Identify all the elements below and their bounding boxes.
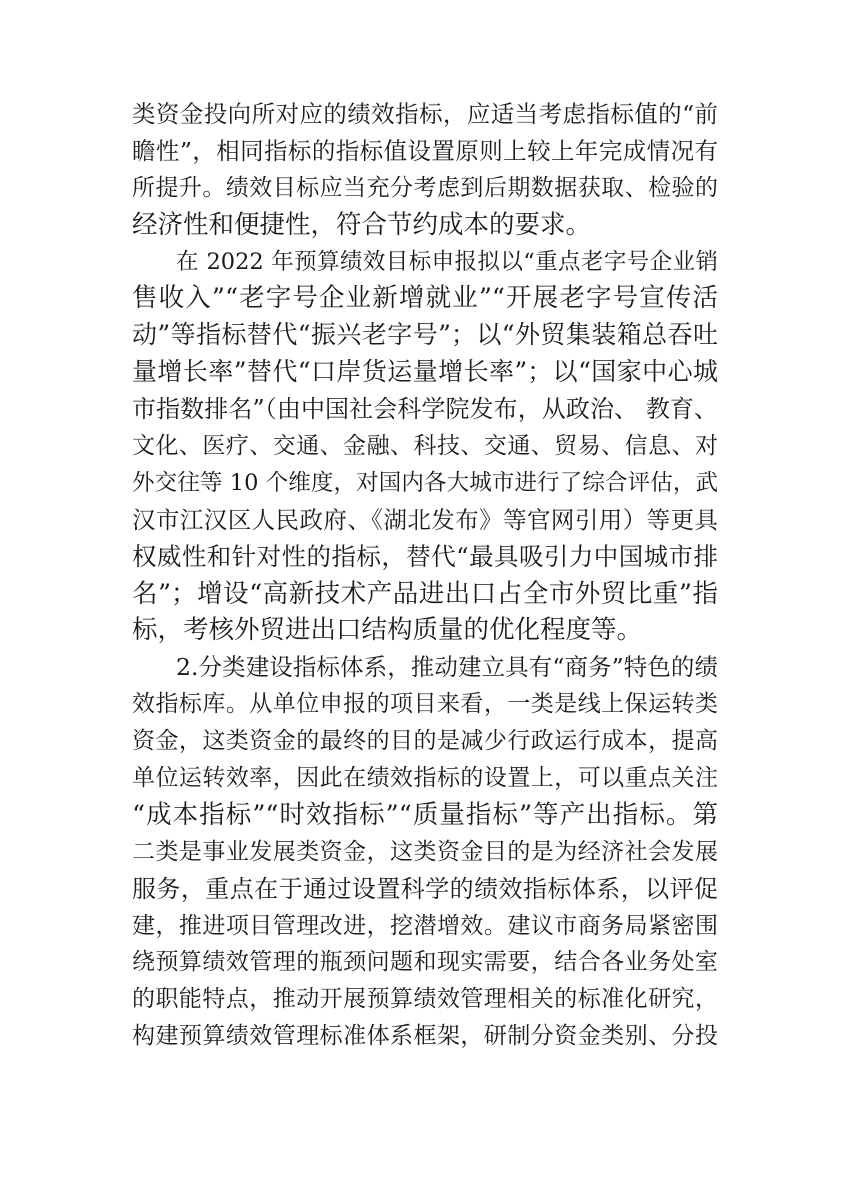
text-line: 瞻性”，相同指标的指标值设置原则上较上年完成情况有 <box>132 136 718 165</box>
text-line: 类资金投向所对应的绩效指标，应适当考虑指标值的“前 <box>132 100 718 128</box>
text-line: 单位运转效率，因此在绩效指标的设置上，可以重点关注 <box>132 765 718 792</box>
text-line: 市指数排名”（由中国社会科学院发布，从政治、 教育、 <box>132 395 718 424</box>
text-line: 的职能特点，推动开展预算绩效管理相关的标准化研究， <box>132 986 718 1013</box>
text-line: 标，考核外贸进出口结构质量的优化程度等。 <box>132 615 643 646</box>
text-line: 外交往等 10 个维度，对国内各大城市进行了综合评估，武 <box>132 469 718 496</box>
text-line: 效指标库。从单位申报的项目来看，一类是线上保运转类 <box>132 691 718 718</box>
text-line: 所提升。绩效目标应当充分考虑到后期数据获取、检验的 <box>132 174 718 201</box>
text-line: 量增长率”替代“口岸货运量增长率”；以“国家中心城 <box>132 357 718 387</box>
text-line: 构建预算绩效管理标准体系框架，研制分资金类别、分投 <box>132 1023 718 1050</box>
text-line: 2.分类建设指标体系，推动建立具有“商务”特色的绩 <box>176 653 718 682</box>
text-line: 售收入”“老字号企业新增就业”“开展老字号宣传活 <box>132 283 718 314</box>
body-text <box>132 96 718 1055</box>
text-line: “成本指标”“时效指标”“质量指标”等产出指标。第 <box>132 799 718 830</box>
text-line: 汉市江汉区人民政府、《湖北发布》等官网引用）等更具 <box>132 505 718 534</box>
text-line: 资金，这类资金的最终的目的是减少行政运行成本，提高 <box>132 728 718 755</box>
text-line: 二类是事业发展类资金，这类资金目的是为经济社会发展 <box>132 838 718 865</box>
text-line: 绕预算绩效管理的瓶颈问题和现实需要，结合各业务处室 <box>132 949 718 976</box>
text-line: 权威性和针对性的指标，替代“最具吸引力中国城市排 <box>132 541 718 571</box>
text-line: 文化、医疗、交通、金融、科技、交通、贸易、信息、对 <box>132 433 718 460</box>
text-line: 名”；增设“高新技术产品进出口占全市外贸比重”指 <box>132 578 718 609</box>
text-line: 动”等指标替代“振兴老字号”；以“外贸集装箱总吞吐 <box>132 320 718 350</box>
text-line: 在 2022 年预算绩效目标申报拟以“重点老字号企业销 <box>176 248 718 275</box>
text-line: 经济性和便捷性，符合节约成本的要求。 <box>132 209 592 240</box>
text-line: 建，推进项目管理改进，挖潜增效。建议市商务局紧密围 <box>132 912 718 939</box>
text-line: 服务，重点在于通过设置科学的绩效指标体系，以评促 <box>132 874 718 903</box>
